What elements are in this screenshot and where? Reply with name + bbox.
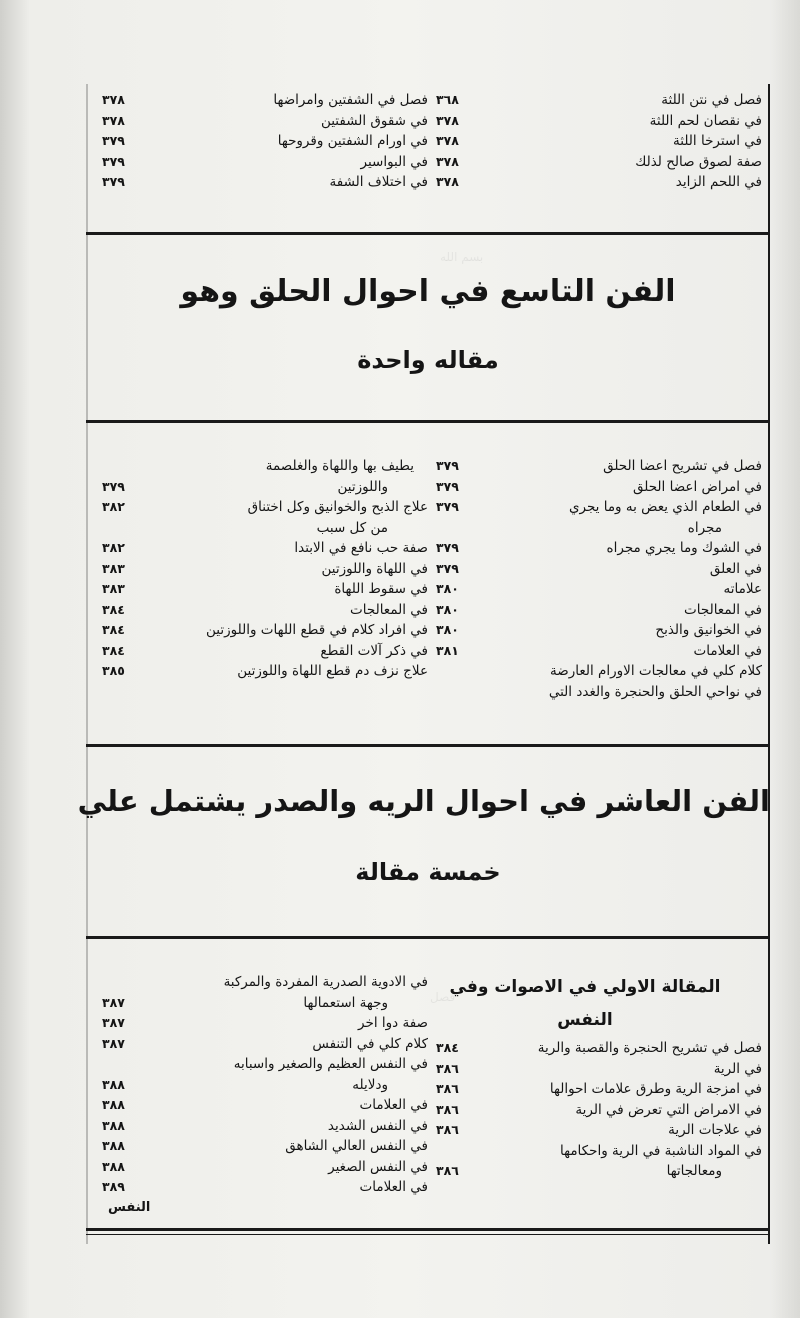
toc-entry-title: فصل في تشريح اعضا الحلق	[603, 458, 762, 474]
toc-entry-title: يطيف بها واللهاة والغلصمة	[265, 458, 414, 474]
toc-column-left	[94, 972, 428, 1215]
toc-entry-page-number: ٣٨٨	[102, 1138, 125, 1153]
chapter-heading-ninth-art: الفن التاسع في احوال الحلق وهو	[180, 274, 676, 309]
toc-entry	[94, 1013, 428, 1034]
toc-entry-page-number: ٣٨٦	[436, 1060, 459, 1076]
toc-entry-title: في شقوق الشفتين	[320, 112, 428, 129]
toc-entry-page-number: ٣٧٩	[436, 478, 459, 494]
toc-entry	[94, 1034, 428, 1055]
toc-entry	[428, 172, 762, 193]
toc-entry-title: كلام كلي في معالجات الاورام العارضة	[550, 663, 762, 679]
toc-entry	[94, 972, 428, 993]
toc-entry	[94, 993, 428, 1014]
toc-entry-title: في المواد الناشبة في الرية واحكامها	[559, 1142, 762, 1159]
toc-entry-page-number: ٣٨٨	[102, 1097, 125, 1112]
toc-entry	[94, 559, 428, 580]
toc-entry	[94, 1095, 428, 1116]
toc-entry	[428, 1059, 762, 1080]
bleed-through-text: فصل	[430, 990, 456, 1004]
maqala-heading: المقالة الاولي في الاصوات وفي	[449, 977, 721, 997]
toc-entry-title: في الخوانيق والذبح	[655, 622, 762, 638]
toc-entry-page-number: ٣٧٩	[102, 153, 125, 169]
toc-entry-title: في العلامات	[359, 1179, 428, 1195]
toc-entry	[94, 641, 428, 662]
toc-entry	[428, 111, 762, 132]
toc-entry-page-number: ٣٧٨	[436, 133, 459, 148]
toc-entry-page-number: ٣٨٣	[102, 581, 125, 596]
toc-entry	[94, 497, 428, 518]
toc-entry	[94, 661, 428, 682]
toc-entry	[94, 1177, 428, 1198]
toc-entry-page-number: ٣٨٤	[436, 1040, 459, 1055]
toc-entry-page-number: ٣٨٠	[436, 581, 459, 596]
toc-entry	[94, 1116, 428, 1137]
toc-entry-title: صفة دوا اخر	[358, 1015, 428, 1031]
toc-entry-page-number: ٣٨٨	[102, 1158, 125, 1174]
toc-entry-title: في النفس العظيم والصغير واسبابه	[233, 1056, 428, 1072]
toc-entry-title: في استرخا اللثة	[673, 133, 762, 149]
toc-entry-title: من كل سبب	[316, 519, 388, 536]
section-divider	[86, 744, 770, 747]
toc-entry-page-number: ٣٨٧	[102, 994, 125, 1010]
toc-entry-page-number: ٣٨٠	[436, 622, 459, 637]
toc-entries	[428, 1038, 762, 1182]
toc-entry-title: في نواحي الحلق والحنجرة والغدد التي	[548, 683, 762, 700]
toc-entry-title: علاماته	[723, 581, 762, 597]
toc-entry	[94, 1054, 428, 1075]
toc-section-lips	[86, 90, 770, 200]
toc-entry-title: في سقوط اللهاة	[334, 581, 428, 597]
toc-entry-title: في نقصان لحم اللثة	[649, 112, 762, 129]
toc-entries	[94, 972, 428, 1198]
toc-entry	[428, 131, 762, 152]
catchword: النفس	[108, 1199, 151, 1215]
toc-entry-page-number: ٣٧٨	[102, 92, 125, 107]
toc-entry-page-number: ٣٨٤	[102, 601, 125, 617]
section-divider	[86, 420, 770, 423]
toc-entry-page-number: ٣٨٨	[102, 1117, 125, 1133]
toc-entry	[428, 682, 762, 703]
toc-entry	[428, 1141, 762, 1162]
toc-entry-page-number: ٣٧٩	[436, 540, 459, 555]
toc-entry	[94, 620, 428, 641]
toc-entry-page-number: ٣٧٨	[436, 174, 459, 189]
toc-column-right	[428, 972, 762, 1212]
toc-entry-title: في اختلاف الشفة	[329, 174, 428, 190]
toc-entry-page-number: ٣٧٩	[102, 133, 125, 148]
toc-column-left	[94, 456, 428, 716]
toc-entry	[428, 1100, 762, 1121]
toc-entry	[428, 456, 762, 477]
toc-entry	[428, 641, 762, 662]
toc-entry-title: علاج الذبح والخوانيق وكل اختناق	[247, 499, 428, 515]
toc-entry-title: في ذكر آلات القطع	[320, 642, 428, 659]
toc-entry-page-number: ٣٧٨	[102, 112, 125, 128]
toc-entry-title: في امراض اعضا الحلق	[632, 478, 762, 495]
toc-entry-title: في النفس الشديد	[327, 1117, 428, 1134]
toc-entry	[94, 1157, 428, 1178]
toc-entry-title: في علاجات الرية	[668, 1122, 762, 1138]
toc-entry-page-number: ٣٧٨	[436, 112, 459, 128]
toc-entry-title: فصل في تشريح الحنجرة والقصبة والرية	[537, 1040, 762, 1056]
toc-entry	[428, 538, 762, 559]
toc-entry-title: في اللهاة واللوزتين	[321, 560, 428, 577]
toc-entry-page-number: ٣٨٦	[436, 1081, 459, 1096]
toc-entry-title: في اللحم الزايد	[675, 174, 762, 190]
toc-entry-title: ودلايله	[352, 1076, 388, 1093]
toc-entry	[428, 1038, 762, 1059]
toc-entry	[428, 90, 762, 111]
toc-entry-page-number: ٣٧٩	[436, 458, 459, 473]
toc-entry	[94, 152, 428, 173]
toc-entry-title: في افراد كلام في قطع اللهات واللوزتين	[206, 622, 428, 638]
toc-entry-page-number: ٣٨٣	[102, 560, 125, 576]
toc-section-lungs	[86, 972, 770, 1215]
toc-entry-page-number: ٣٧٩	[102, 174, 125, 189]
toc-column-right	[428, 90, 762, 200]
toc-entry-page-number: ٣٨٧	[102, 1015, 125, 1030]
toc-entry-title: في العلق	[709, 560, 762, 577]
section-divider	[86, 936, 770, 939]
toc-entry-title: في العلامات	[359, 1097, 428, 1113]
toc-column-left	[94, 90, 428, 200]
toc-entry	[94, 600, 428, 621]
toc-entry-title: في الرية	[713, 1060, 762, 1077]
toc-entry-title: صفة حب نافع في الابتدا	[294, 540, 428, 556]
toc-entry-page-number: ٣٨٤	[102, 622, 125, 637]
toc-entry	[428, 559, 762, 580]
toc-entry	[94, 518, 428, 539]
toc-entry	[94, 538, 428, 559]
bottom-border-line	[86, 1228, 770, 1231]
toc-entry-page-number: ٣٧٩	[102, 478, 125, 494]
toc-entry-title: مجراه	[687, 519, 722, 536]
toc-entry	[94, 131, 428, 152]
toc-entry	[94, 456, 428, 477]
toc-entry-title: في الامراض التي تعرض في الرية	[575, 1101, 762, 1118]
toc-entry-page-number: ٣٨٦	[436, 1163, 459, 1178]
toc-entry-page-number: ٣٨٩	[102, 1179, 125, 1194]
toc-entry	[428, 497, 762, 518]
toc-entry-page-number: ٣٨٦	[436, 1122, 459, 1137]
toc-entry-title: في امزجة الرية وطرق علامات احوالها	[549, 1081, 762, 1097]
toc-entry-page-number: ٣٨٥	[102, 663, 125, 678]
toc-entry	[94, 579, 428, 600]
bottom-border-line-inner	[86, 1234, 770, 1235]
toc-entry	[428, 152, 762, 173]
toc-entry-page-number: ٣٧٩	[436, 560, 459, 576]
page-frame	[77, 84, 770, 1244]
toc-entry	[94, 90, 428, 111]
toc-entry-title: علاج نزف دم قطع اللهاة واللوزتين	[237, 663, 428, 679]
maqala-heading-continued: النفس	[557, 1010, 613, 1030]
toc-entry	[94, 172, 428, 193]
toc-entry-title: في الشوك وما يجري مجراه	[606, 540, 762, 556]
toc-entry-title: في المعالجات	[350, 601, 428, 618]
toc-entry	[428, 579, 762, 600]
toc-entry-title: فصل في الشفتين وامراضها	[273, 92, 428, 108]
toc-entry	[428, 1079, 762, 1100]
toc-entry-page-number: ٣٨٦	[436, 1101, 459, 1117]
toc-entry	[94, 111, 428, 132]
toc-entry-title: صفة لصوق صالح لذلك	[635, 153, 762, 170]
toc-entry-page-number: ٣٨٢	[102, 540, 125, 555]
chapter-subheading-ninth-art: مقاله واحدة	[357, 346, 499, 374]
toc-entry-title: فصل في نتن اللثة	[661, 92, 762, 108]
toc-entry-page-number: ٣٧٨	[436, 153, 459, 169]
toc-entry-title: وجهة استعمالها	[303, 994, 388, 1011]
toc-entry-title: كلام كلي في التنفس	[312, 1035, 428, 1052]
toc-entry	[428, 620, 762, 641]
toc-entry-title: ومعالجاتها	[666, 1163, 722, 1179]
toc-entry	[94, 1075, 428, 1096]
toc-entry-title: في البواسير	[360, 153, 428, 170]
bleed-through-text: بسم الله	[440, 250, 484, 264]
toc-entry-title: في اورام الشفتين وقروحها	[277, 133, 428, 149]
toc-entry-title: في النفس الصغير	[328, 1158, 428, 1175]
toc-entry-page-number: ٣٨٧	[102, 1035, 125, 1051]
toc-entry	[428, 1120, 762, 1141]
chapter-subheading-tenth-art: خمسة مقالة	[355, 858, 501, 886]
toc-entry-title: في النفس العالي الشاهق	[285, 1138, 428, 1154]
toc-entry	[428, 518, 762, 539]
toc-entry-page-number: ٣٨٢	[102, 499, 125, 514]
toc-entry-title: في الادوية الصدرية المفردة والمركبة	[223, 974, 428, 990]
toc-entry-title: في الطعام الذي يعض به وما يجري	[568, 499, 762, 515]
toc-entry-page-number: ٣٧٩	[436, 499, 459, 514]
section-divider	[86, 232, 770, 235]
toc-entry-title: في المعالجات	[684, 601, 762, 618]
toc-column-right	[428, 456, 762, 716]
chapter-heading-tenth-art: الفن العاشر في احوال الريه والصدر يشتمل علي	[77, 784, 770, 818]
toc-entry-page-number: ٣٨٤	[102, 642, 125, 658]
toc-section-throat	[86, 456, 770, 716]
toc-entry-title: واللوزتين	[337, 478, 388, 495]
toc-entry	[94, 477, 428, 498]
toc-entry-title: في العلامات	[693, 642, 762, 659]
toc-entry	[428, 477, 762, 498]
toc-entry	[428, 1161, 762, 1182]
toc-entry-page-number: ٣٦٨	[436, 92, 459, 107]
toc-entry	[94, 1136, 428, 1157]
toc-entry	[428, 661, 762, 682]
toc-entry-page-number: ٣٨١	[436, 642, 459, 658]
toc-entry-page-number: ٣٨٠	[436, 601, 459, 617]
toc-entry-page-number: ٣٨٨	[102, 1076, 125, 1092]
toc-entry	[428, 600, 762, 621]
